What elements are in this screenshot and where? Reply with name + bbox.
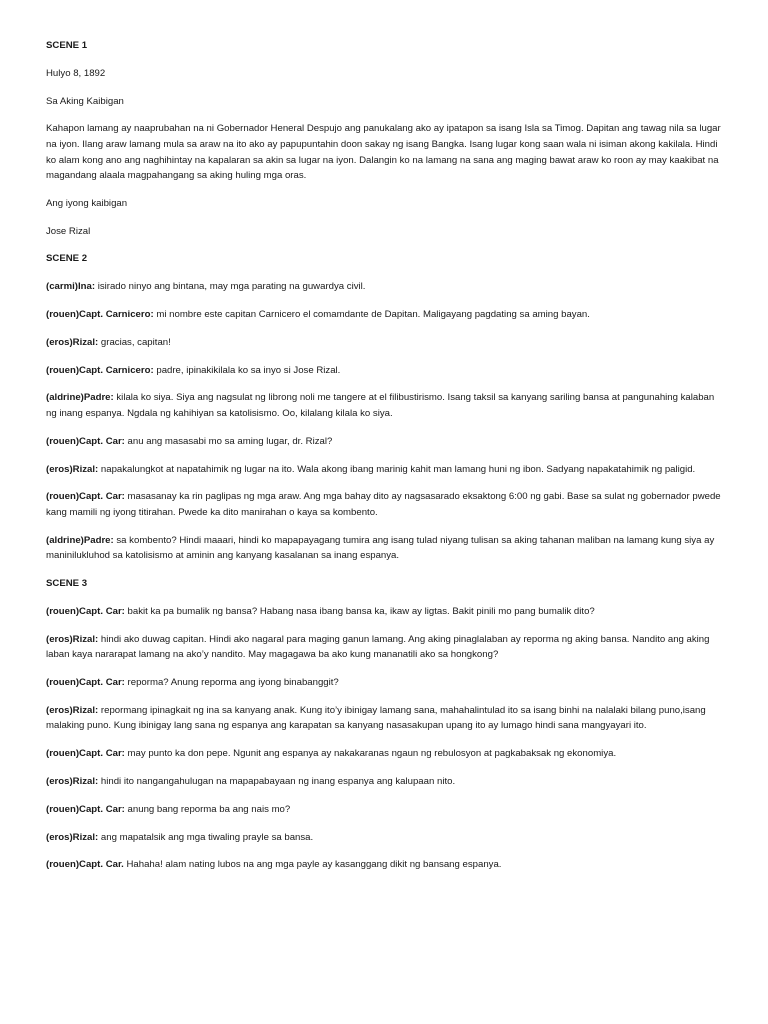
speaker-label: (eros)Rizal: xyxy=(46,831,99,843)
dialogue-text: ang mapatalsik ang mga tiwaling prayle sa bansa. xyxy=(98,831,314,843)
dialogue-line xyxy=(46,279,722,295)
dialogue-text: anung bang reporma ba ang nais mo? xyxy=(124,803,291,815)
dialogue-text: kilala ko siya. Siya ang nagsulat ng librong noli me tangere at el filibustirismo. Isang taksil sa kanyang sariling bansa at pangunahing kalaban ng inang espanya. Ngdala ng kahihiyan sa katolisismo. Oo, kilalang kilala ko siya. xyxy=(46,392,715,419)
speaker-label: (rouen)Capt. Carnicero: xyxy=(46,364,154,376)
speaker-label: (rouen)Capt. Car: xyxy=(46,605,125,617)
dialogue-line xyxy=(46,632,722,663)
speaker-label: (eros)Rizal: xyxy=(46,704,99,716)
dialogue-line xyxy=(46,307,722,323)
speaker-label: (eros)Rizal: xyxy=(46,633,99,645)
dialogue-text: bakit ka pa bumalik ng bansa? Habang nasa ibang bansa ka, ikaw ay ligtas. Bakit pinili mo pang bumalik dito? xyxy=(124,605,595,617)
speaker-label: (carmi)Ina: xyxy=(46,281,96,293)
scene-3-heading: SCENE 3 xyxy=(46,578,88,590)
dialogue-line xyxy=(46,746,722,762)
dialogue-line xyxy=(46,390,722,421)
dialogue-line xyxy=(46,802,722,818)
speaker-label: (eros)Rizal: xyxy=(46,463,99,475)
speaker-label: (rouen)Capt. Carnicero: xyxy=(46,309,154,321)
dialogue-line xyxy=(46,774,722,790)
dialogue-line xyxy=(46,434,722,450)
speaker-label: (eros)Rizal: xyxy=(46,336,99,348)
dialogue-line xyxy=(46,675,722,691)
letter-signature: Jose Rizal xyxy=(46,225,91,237)
dialogue-line xyxy=(46,830,722,846)
dialogue-text: sa kombento? Hindi maaari, hindi ko mapapayagang tumira ang isang tulad niyang tulisan sa aking tahanan maliban na lamang kung siya ay maninilukluhod sa katolisismo at aminin ang kanyang kasalanan sa inang espanya. xyxy=(46,534,715,562)
dialogue-text: Hahaha! alam nating lubos na ang mga payle ay kasanggang dikit ng bansang espanya. xyxy=(123,859,502,871)
speaker-label: (aldrine)Padre: xyxy=(46,392,114,404)
dialogue-text: gracias, capitan! xyxy=(98,336,171,348)
speaker-label: (eros)Rizal: xyxy=(46,775,99,787)
dialogue-line xyxy=(46,462,722,478)
scene-1-heading: SCENE 1 xyxy=(46,40,88,51)
dialogue-text: may punto ka don pepe. Ngunit ang espanya ay nakakaranas ngaun ng rebulosyon at pagkabaksak ng ekonomiya. xyxy=(124,748,617,760)
dialogue-text: mi nombre este capitan Carnicero el comamdante de Dapitan. Maligayang pagdating sa aming bayan. xyxy=(153,309,590,321)
speaker-label: (rouen)Capt. Car: xyxy=(46,748,125,760)
dialogue-text: hindi ako duwag capitan. Hindi ako nagaral para maging ganun lamang. Ang aking pinaglalaban ay reporma ng aking bansa. Nandito ang aking laban kaya nararapat lamang na ako’y nandito. May magagawa ba ako kung mananatili ako sa hongkong? xyxy=(46,633,710,661)
dialogue-text: masasanay ka rin paglipas ng mga araw. Ang mga bahay dito ay nagsasarado eksaktong 6:00 ng gabi. Base sa sulat ng gobernador pwede kang mamili ng iyong titirahan. Pwede ka dito manirahan o kaya sa kombento. xyxy=(46,491,721,518)
dialogue-text: hindi ito nangangahulugan na mapapabayaan ng inang espanya ang kalupaan nito. xyxy=(98,775,456,787)
letter-closing: Ang iyong kaibigan xyxy=(46,197,128,209)
letter-body: Kahapon lamang ay naaprubahan na ni Gobernador Heneral Despujo ang panukalang ako ay ipatapon sa isang Isla sa Timog. Dapitan ang tawag nila sa lugar na iyon. Ilang araw lamang mula sa araw na ito ako ay papupuntahin doon sakay ng isang Bangka. Isang lugar kong saan wala ni isiman akong kakilala. Hindi ko alam kong ano ang naghihintay na kapalaran sa akin sa lugar na iyon. Dalangin ko na lamang na sana ang maging bawat araw ko roon ay may kaakibat na magandang alaala magpahangang sa aking huling mga oras. xyxy=(46,123,721,182)
speaker-label: (rouen)Capt. Car. xyxy=(46,859,124,871)
dialogue-line xyxy=(46,363,722,379)
speaker-label: (rouen)Capt. Car: xyxy=(46,435,125,447)
dialogue-line xyxy=(46,533,722,564)
dialogue-line xyxy=(46,335,722,351)
letter-date: Hulyo 8, 1892 xyxy=(46,67,106,79)
dialogue-text: napakalungkot at napatahimik ng lugar na ito. Wala akong ibang marinig kahit man lamang huni ng ibon. Sadyang napakatahimik ng paligid. xyxy=(98,463,696,475)
letter-salutation: Sa Aking Kaibigan xyxy=(46,95,124,107)
dialogue-text: repormang ipinagkait ng ina sa kanyang anak. Kung ito’y ibinigay lamang sana, mahahalintulad ito sa isang binhi na nalalaki bilang puno,isang malaking puno. Kung ibinigay lang sana ng espanya ang karapatan sa kanyang nasasakupan upang ito ay lumago hindi sana mangyayari ito. xyxy=(46,704,706,732)
scene-2-heading: SCENE 2 xyxy=(46,253,88,265)
speaker-label: (rouen)Capt. Car: xyxy=(46,491,125,503)
dialogue-text: isirado ninyo ang bintana, may mga parating na guwardya civil. xyxy=(95,281,366,293)
dialogue-text: reporma? Anung reporma ang iyong binabanggit? xyxy=(124,677,339,688)
dialogue-line xyxy=(46,489,722,520)
dialogue-line xyxy=(46,604,722,620)
dialogue-line xyxy=(46,703,722,734)
speaker-label: (rouen)Capt. Car: xyxy=(46,803,125,815)
dialogue-line xyxy=(46,857,722,873)
dialogue-text: anu ang masasabi mo sa aming lugar, dr. Rizal? xyxy=(124,435,333,447)
speaker-label: (rouen)Capt. Car: xyxy=(46,677,125,688)
speaker-label: (aldrine)Padre: xyxy=(46,534,114,546)
dialogue-text: padre, ipinakikilala ko sa inyo si Jose Rizal. xyxy=(153,364,341,376)
